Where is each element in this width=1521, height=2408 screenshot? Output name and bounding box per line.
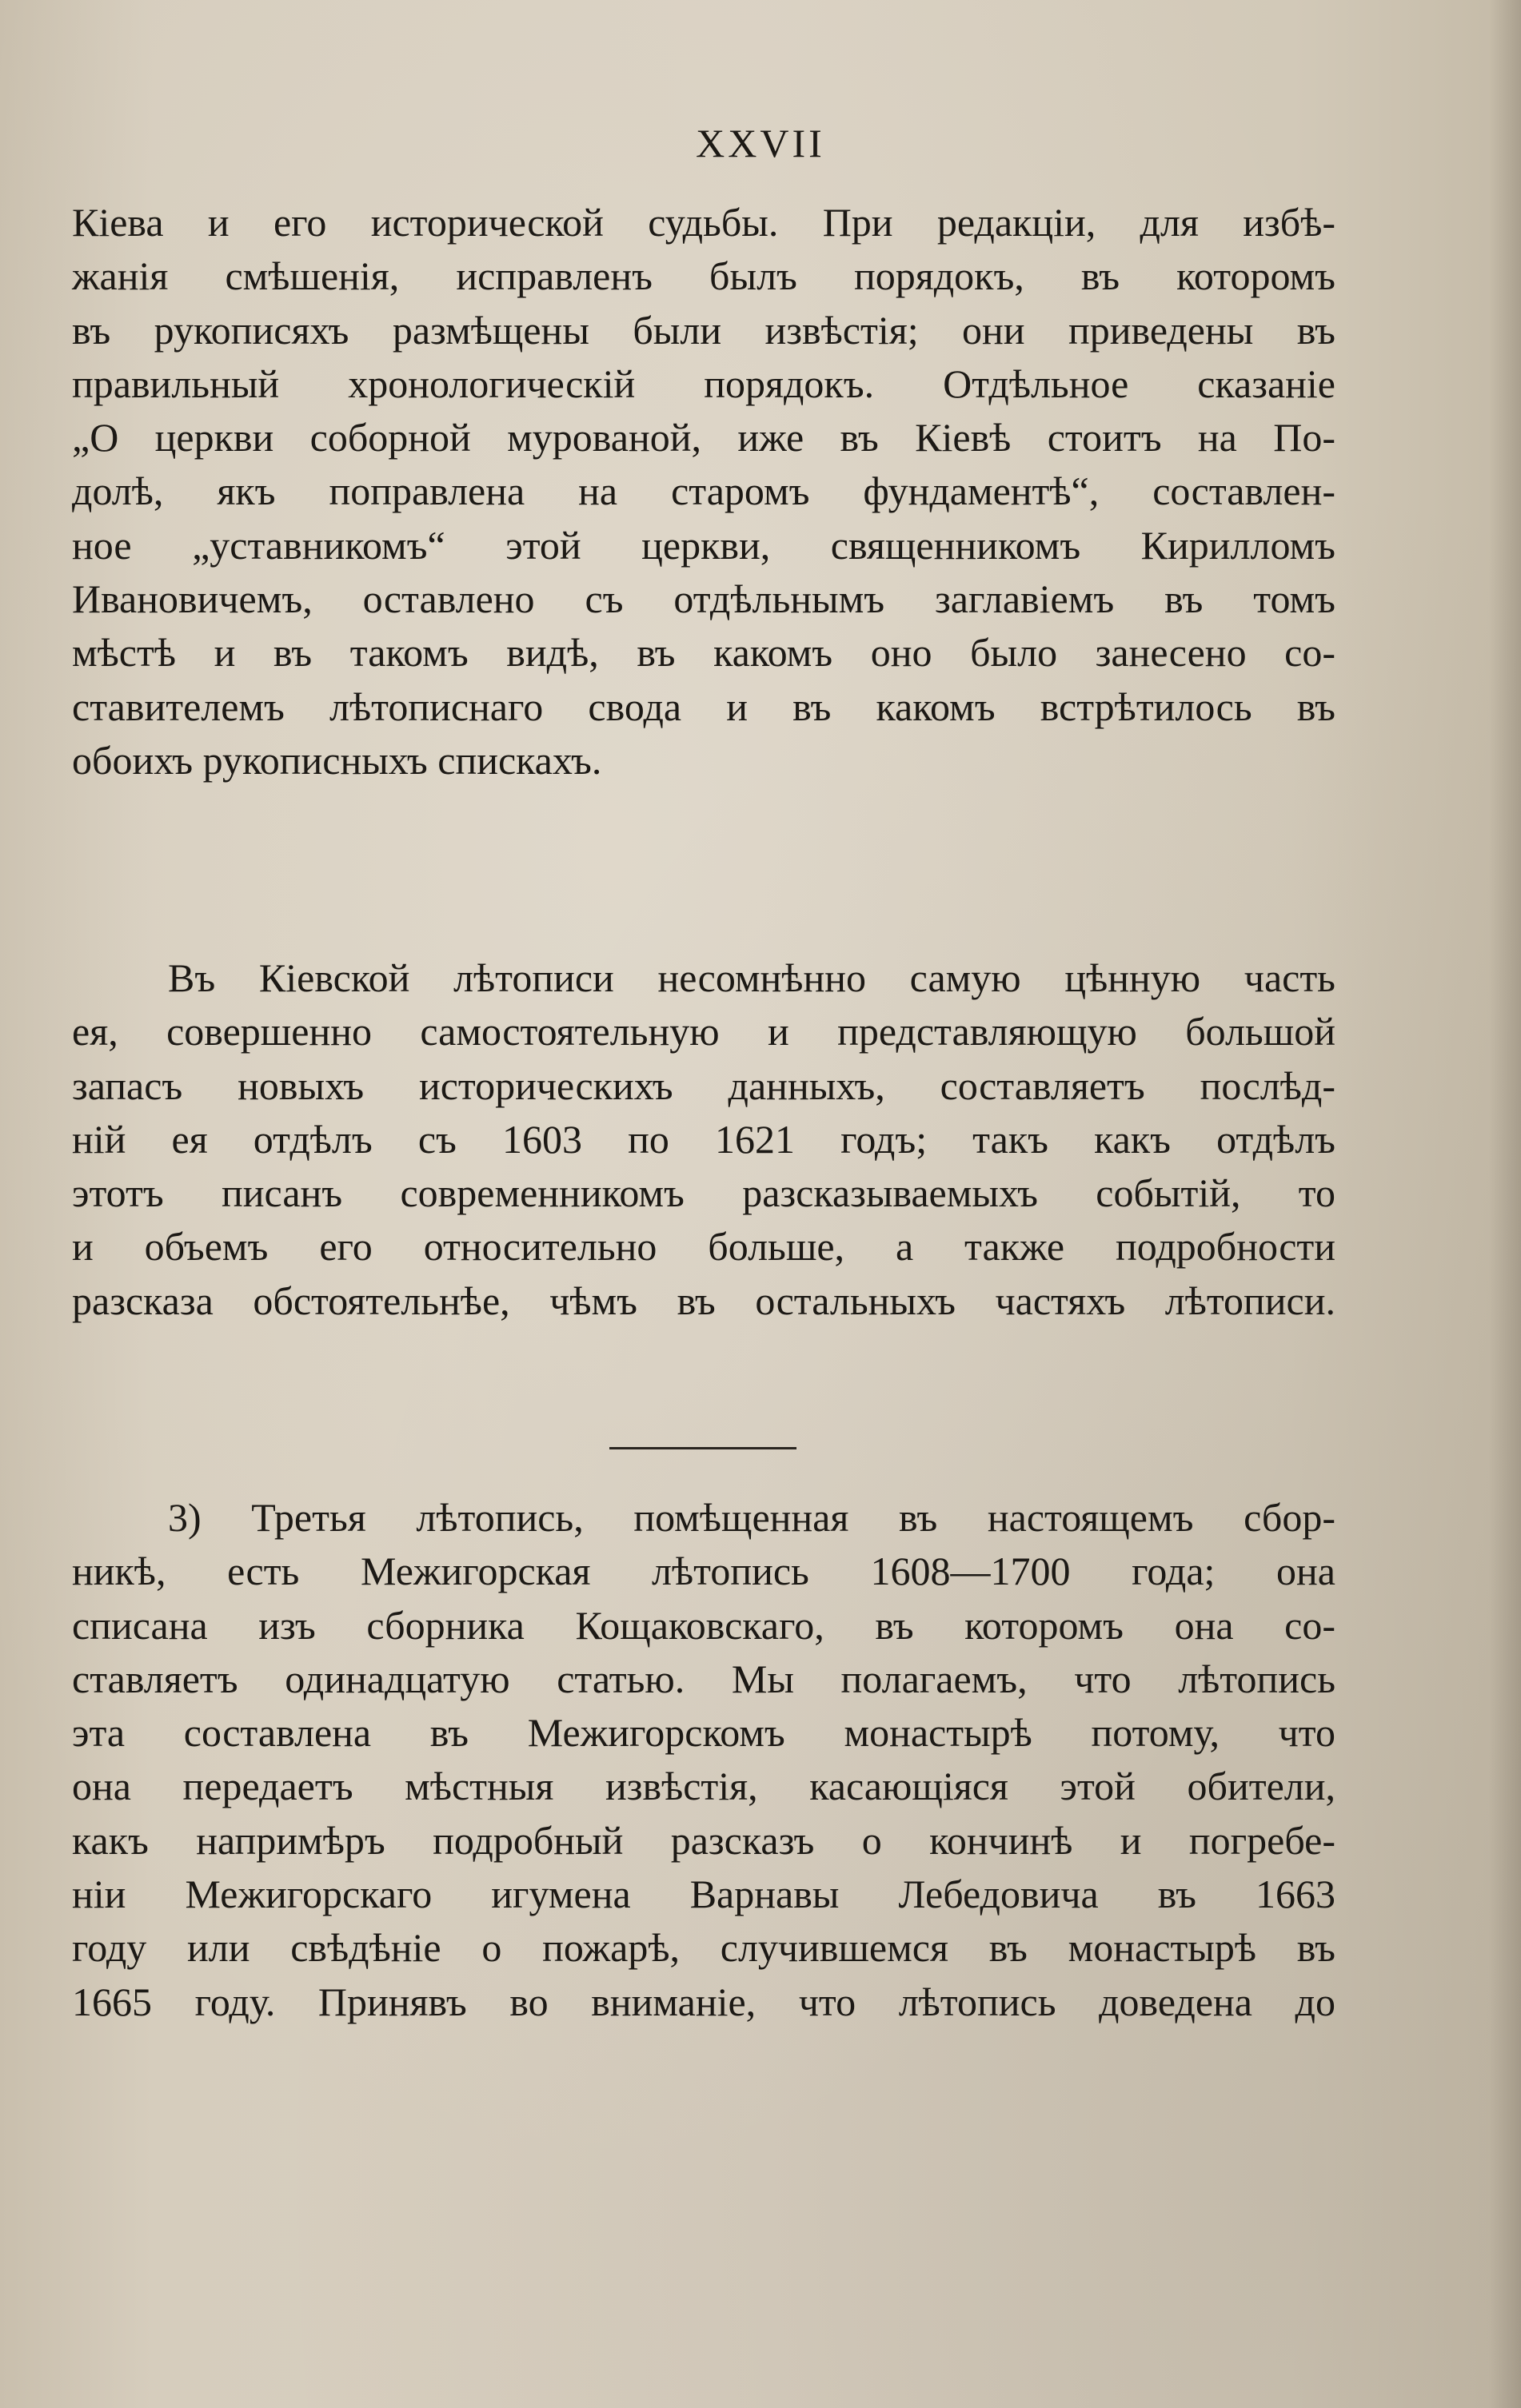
text-line: эта составлена въ Межигорскомъ монастырѣ потому, что: [72, 1710, 1335, 1756]
text-line: Ивановичемъ, оставлено съ отдѣльнымъ заглавіемъ въ томъ: [72, 576, 1335, 622]
text-line: 3) Третья лѣтопись, помѣщенная въ настоящемъ сбор-: [168, 1495, 1335, 1540]
text-line: „О церкви соборной мурованой, иже въ Кіевѣ стоитъ на По-: [72, 415, 1335, 460]
text-line: ставляетъ одинадцатую статью. Мы полагаемъ, что лѣтопись: [72, 1656, 1335, 1701]
text-line: Кіева и его исторической судьбы. При редакціи, для избѣ-: [72, 200, 1335, 245]
text-line: долѣ, якъ поправлена на старомъ фундаментѣ“, составлен-: [72, 468, 1335, 514]
text-line: году или свѣдѣніе о пожарѣ, случившемся въ монастырѣ въ: [72, 1925, 1335, 1971]
text-line: разсказа обстоятельнѣе, чѣмъ въ остальныхъ частяхъ лѣтописи.: [72, 1278, 1335, 1323]
paragraph-2: [72, 951, 1335, 1328]
text-line: мѣстѣ и въ такомъ видѣ, въ какомъ оно было занесено со-: [72, 630, 1335, 676]
paragraph-3: [72, 1491, 1335, 2029]
text-line: и объемъ его относительно больше, а также подробности: [72, 1224, 1335, 1270]
paragraph-1: [72, 196, 1335, 787]
text-line: списана изъ сборника Кощаковскаго, въ которомъ она со-: [72, 1602, 1335, 1648]
text-line: 1665 году. Принявъ во вниманіе, что лѣтопись доведена до: [72, 1979, 1335, 2024]
text-line: она передаетъ мѣстныя извѣстія, касающіяся этой обители,: [72, 1764, 1335, 1809]
text-line: Въ Кіевской лѣтописи несомнѣнно самую цѣнную часть: [168, 955, 1335, 1000]
text-line: какъ напримѣръ подробный разсказъ о кончинѣ и погребе-: [72, 1817, 1335, 1863]
text-line: ній ея отдѣлъ съ 1603 по 1621 годъ; такъ какъ отдѣлъ: [72, 1116, 1335, 1162]
text-line: ніи Межигорскаго игумена Варнавы Лебедовича въ 1663: [72, 1872, 1335, 1917]
text-line: запасъ новыхъ историческихъ данныхъ, составляетъ послѣд-: [72, 1062, 1335, 1108]
text-line: ставителемъ лѣтописнаго свода и въ какомъ встрѣтилось въ: [72, 684, 1335, 729]
page-edge-shadow: [1489, 0, 1521, 2408]
text-line: въ рукописяхъ размѣщены были извѣстія; они приведены въ: [72, 307, 1335, 353]
text-line: ное „уставникомъ“ этой церкви, священникомъ Кирилломъ: [72, 522, 1335, 568]
text-line: обоихъ рукописныхъ спискахъ.: [72, 737, 602, 783]
text-line: жанія смѣшенія, исправленъ былъ порядокъ, въ которомъ: [72, 253, 1335, 299]
text-line: ея, совершенно самостоятельную и представляющую большой: [72, 1009, 1335, 1054]
page-number: XXVII: [696, 121, 825, 165]
text-line: этотъ писанъ современникомъ разсказываемыхъ событій, то: [72, 1170, 1335, 1216]
text-line: никѣ, есть Межигорская лѣтопись 1608—1700 года; она: [72, 1549, 1335, 1594]
section-divider: [609, 1447, 796, 1449]
text-line: правильный хронологическій порядокъ. Отдѣльное сказаніе: [72, 361, 1335, 406]
